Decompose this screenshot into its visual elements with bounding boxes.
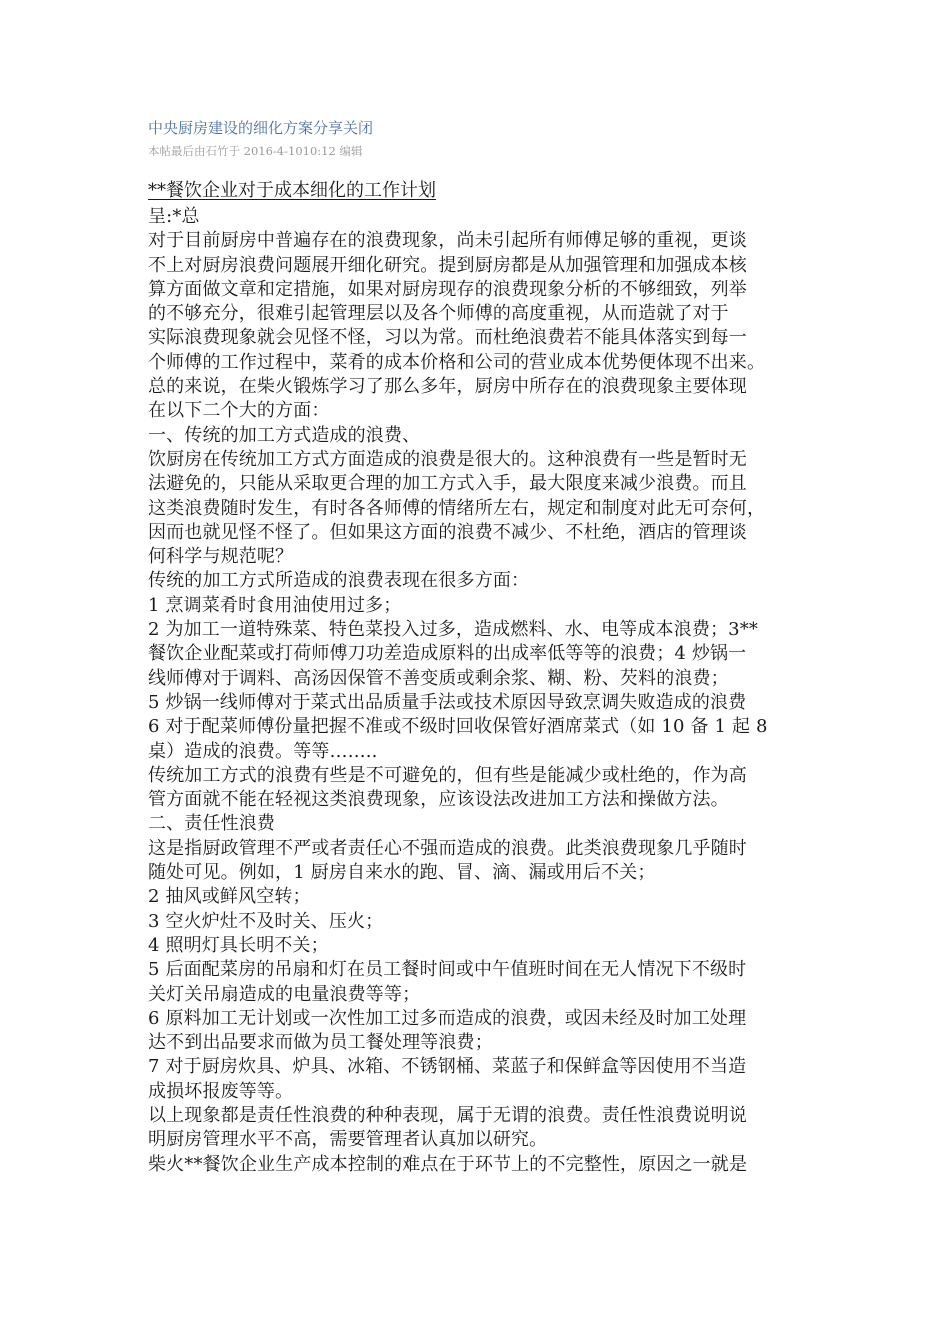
body-line: 5 后面配菜房的吊扇和灯在员工餐时间或中午值班时间在无人情况下不级时: [148, 959, 747, 981]
body-line: 个师傅的工作过程中，菜肴的成本价格和公司的营业成本优势便体现不出来。: [148, 351, 766, 373]
body-line: 桌）造成的浪费。等等……..: [148, 740, 378, 762]
body-line: 3 空火炉灶不及时关、压火；: [148, 910, 384, 932]
body-line: 呈:*总: [148, 206, 200, 227]
body-line: 二、责任性浪费: [148, 813, 276, 835]
body-line: 一、传统的加工方式造成的浪费、: [148, 424, 421, 446]
body-line: 何科学与规范呢？: [148, 546, 294, 568]
body-line: 成损坏报废等等。: [148, 1080, 294, 1102]
body-line: 6 对于配菜师傅份量把握不准或不级时回收保管好酒席菜式（如 10 备 1 起 8: [148, 716, 768, 738]
post-title[interactable]: 中央厨房建设的细化方案分享关闭: [148, 119, 374, 137]
body-line: 以上现象都是责任性浪费的种种表现，属于无谓的浪费。责任性浪费说明说: [148, 1104, 747, 1126]
body-line: 5 炒锅一线师傅对于菜式出品质量手法或技术原因导致烹调失败造成的浪费: [148, 691, 747, 713]
body-line: 传统的加工方式所造成的浪费表现在很多方面：: [148, 570, 530, 592]
body-line: 线师傅对于调料、高汤因保管不善变质或剩余浆、糊、粉、芡料的浪费；: [148, 667, 729, 689]
body-line: 的不够充分，很难引起管理层以及各个师傅的高度重视，从而造就了对于: [148, 303, 729, 325]
body-line: 总的来说，在柴火锻炼学习了那么多年，厨房中所存在的浪费现象主要体现: [148, 376, 747, 398]
body-line: 2 抽风或鲜风空转；: [148, 886, 311, 908]
body-line: 对于目前厨房中普遍存在的浪费现象，尚未引起所有师傅足够的重视，更谈: [148, 230, 747, 252]
body-line: 传统加工方式的浪费有些是不可避免的，但有些是能减少或杜绝的，作为高: [148, 764, 747, 786]
body-line: 这是指厨政管理不严或者责任心不强而造成的浪费。此类浪费现象几乎随时: [148, 837, 747, 859]
body-line: 算方面做文章和定措施，如果对厨房现存的浪费现象分析的不够细致，列举: [148, 278, 747, 300]
body-line: 2 为加工一道特殊菜、特色菜投入过多，造成燃料、水、电等成本浪费；3**: [148, 619, 759, 641]
body-line: 柴火**餐饮企业生产成本控制的难点在于环节上的不完整性，原因之一就是: [148, 1153, 748, 1175]
body-line: 饮厨房在传统加工方式方面造成的浪费是很大的。这种浪费有一些是暂时无: [148, 448, 747, 470]
body-line: 1 烹调菜肴时食用油使用过多；: [148, 594, 402, 616]
body-line: 不上对厨房浪费问题展开细化研究。提到厨房都是从加强管理和加强成本核: [148, 254, 747, 276]
body-line: 餐饮企业配菜或打荷师傅刀功差造成原料的出成率低等等的浪费；4 炒锅一: [148, 643, 747, 665]
body-line: 这类浪费随时发生，有时各各师傅的情绪所左右，规定和制度对此无可奈何，: [148, 497, 766, 519]
body-line: 明厨房管理水平不高，需要管理者认真加以研究。: [148, 1129, 548, 1151]
body-line: 管方面就不能在轻视这类浪费现象，应该设法改进加工方法和操做方法。: [148, 789, 729, 811]
document-body: [148, 205, 788, 1177]
body-line: 7 对于厨房炊具、炉具、冰箱、不锈钢桶、菜蓝子和保鲜盒等因使用不当造: [148, 1056, 747, 1078]
body-line: 因而也就见怪不怪了。但如果这方面的浪费不减少、不杜绝，酒店的管理谈: [148, 521, 747, 543]
body-line: 法避免的，只能从采取更合理的加工方式入手，最大限度来减少浪费。而且: [148, 473, 747, 495]
body-line: 6 原料加工无计划或一次性加工过多而造成的浪费，或因未经及时加工处理: [148, 1007, 747, 1029]
body-line: 关灯关吊扇造成的电量浪费等等；: [148, 983, 421, 1005]
body-line: 在以下二个大的方面：: [148, 400, 330, 422]
body-line: 随处可见。例如，1 厨房自来水的跑、冒、滴、漏或用后不关；: [148, 862, 656, 884]
body-line: 实际浪费现象就会见怪不怪，习以为常。而杜绝浪费若不能具体落实到每一: [148, 327, 747, 349]
post-edit-meta: 本帖最后由石竹于 2016-4-1010:12 编辑: [148, 144, 363, 158]
body-line: 4 照明灯具长明不关；: [148, 934, 329, 956]
document-title: **餐饮企业对于成本细化的工作计划: [148, 180, 436, 201]
body-line: 达不到出品要求而做为员工餐处理等浪费；: [148, 1032, 493, 1054]
